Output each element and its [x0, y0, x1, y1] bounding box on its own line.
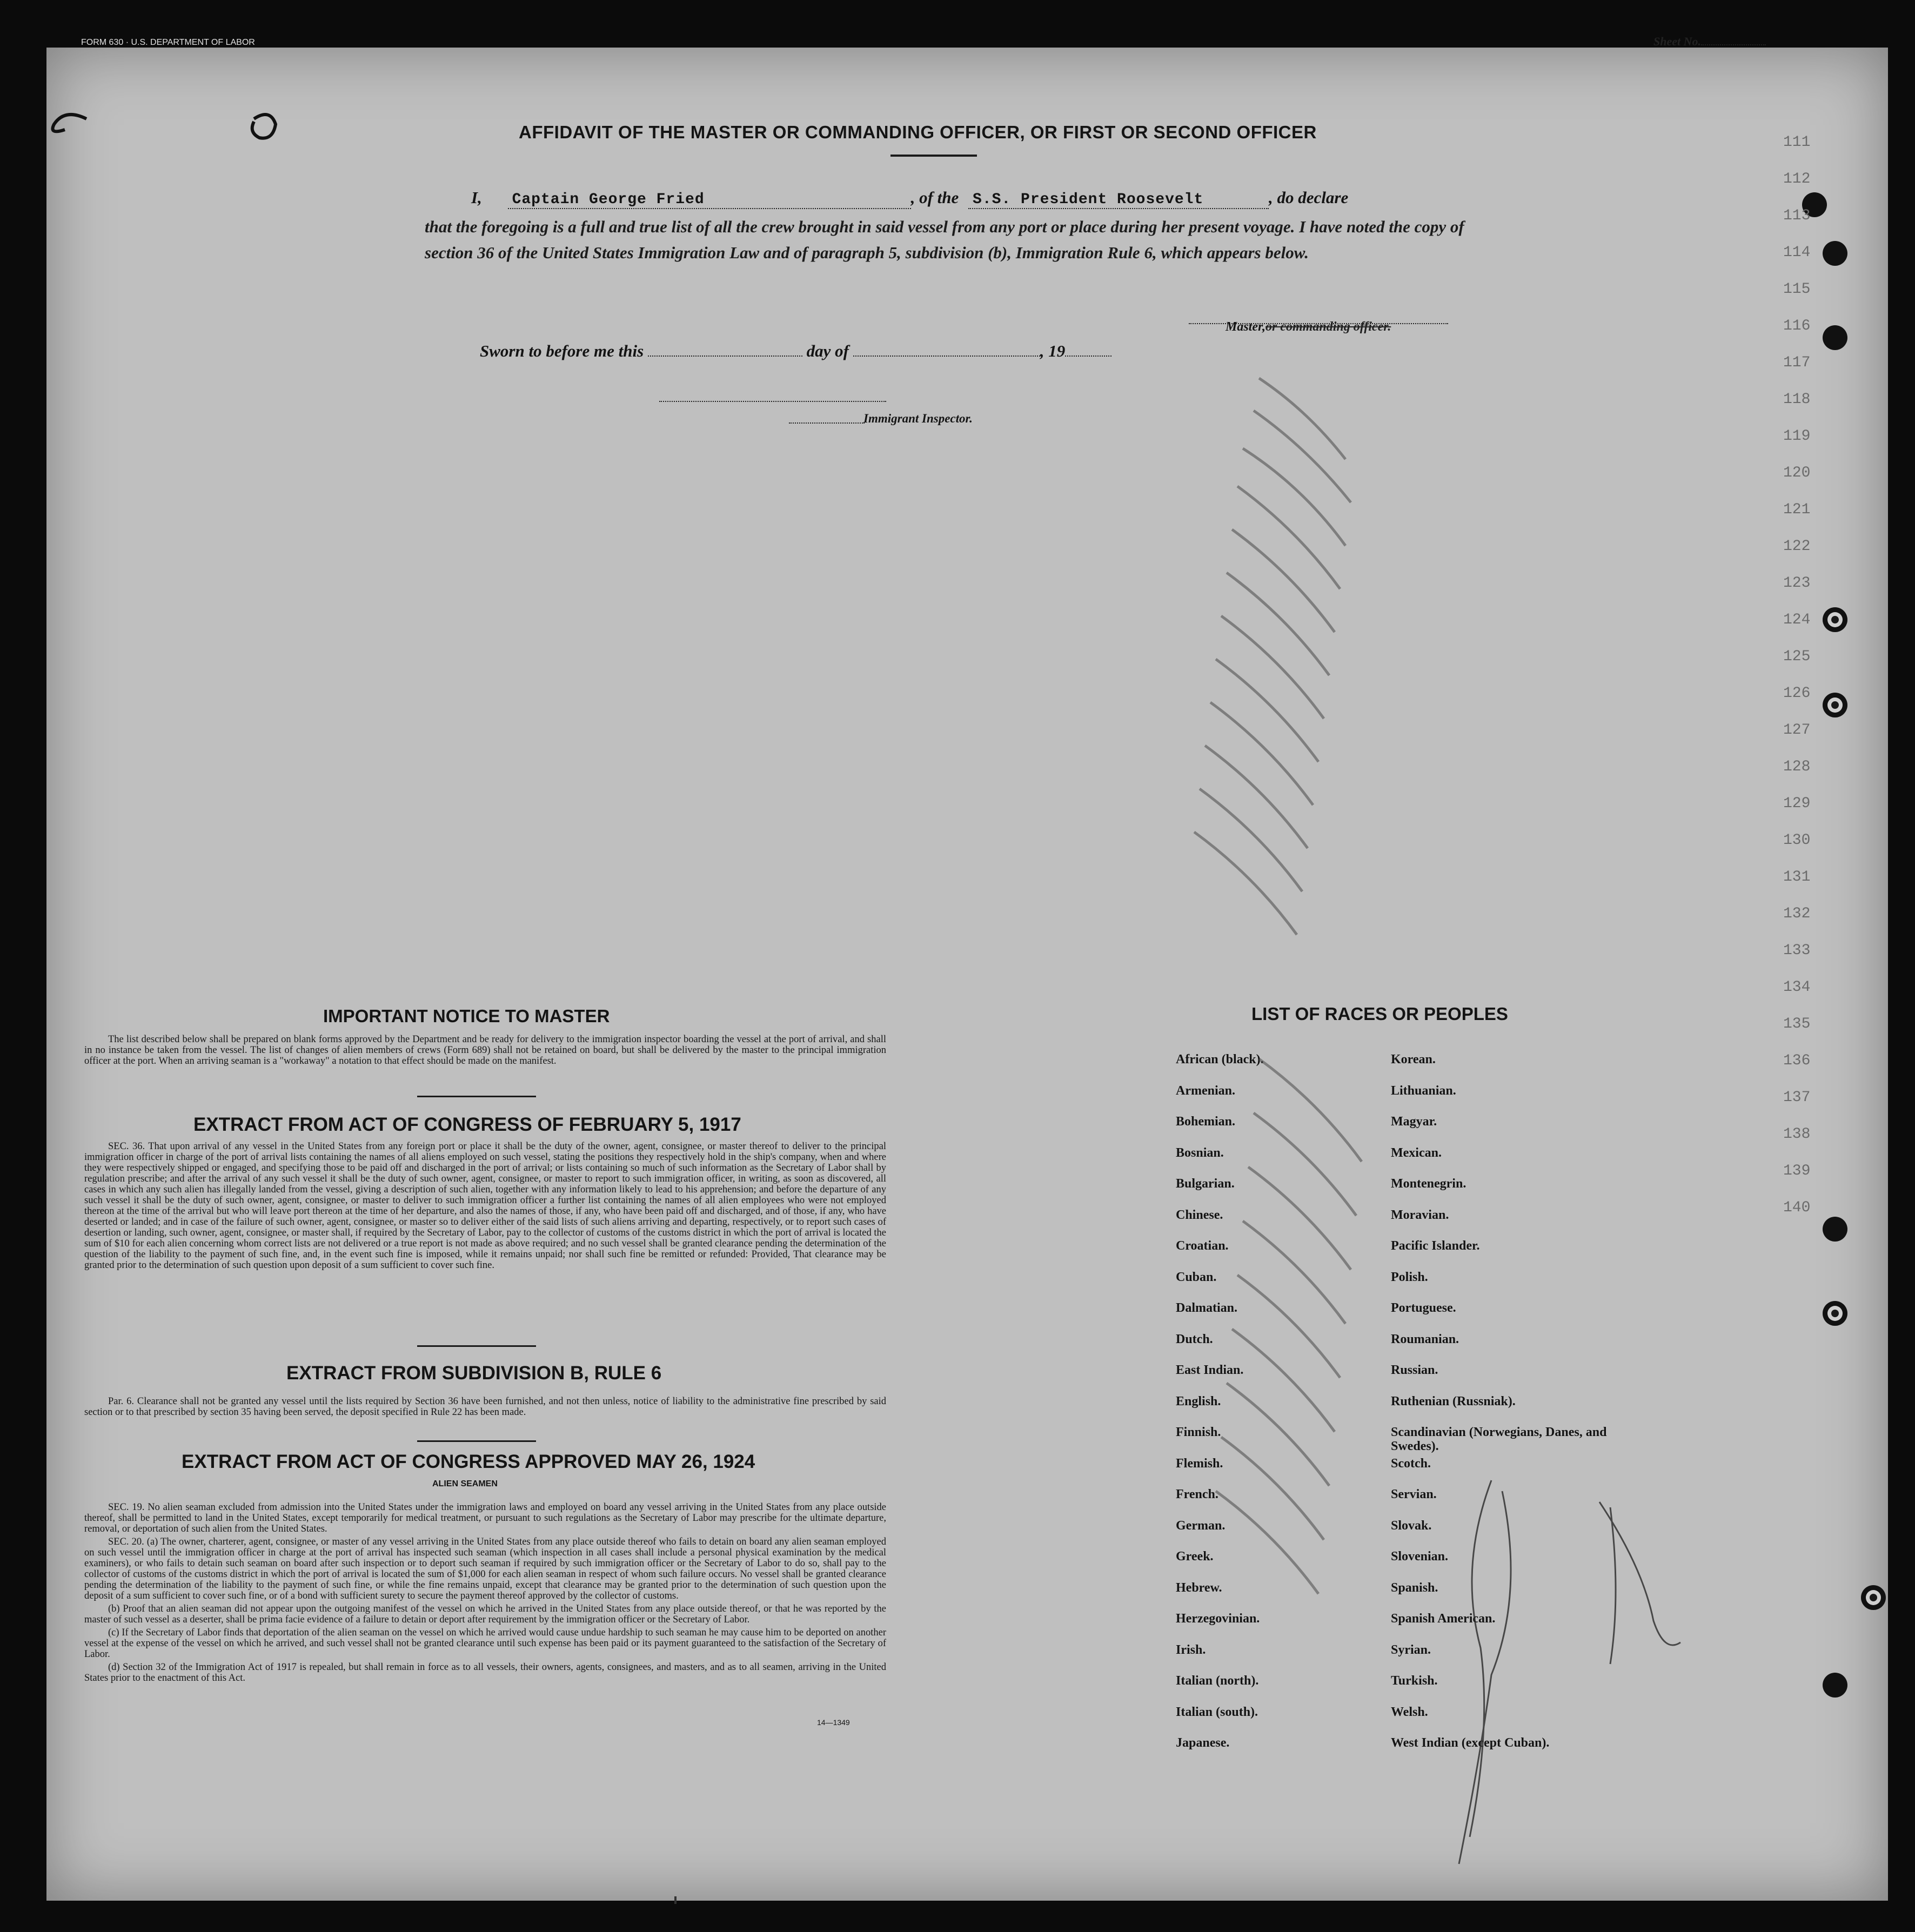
race-item: Cuban. — [1176, 1270, 1217, 1284]
reverse-side-bleed: 111 112 113 114 115 116 117 118 119 120 121 122 123 124 125 126 127 128 129 130 131 132 133 134 135 136 137 138 139 140 — [1783, 134, 1811, 1216]
extract-rule6-title: EXTRACT FROM SUBDIVISION B, RULE 6 — [286, 1363, 662, 1384]
race-item: Polish. — [1391, 1270, 1428, 1284]
race-item: Moravian. — [1391, 1208, 1449, 1222]
race-item: Japanese. — [1176, 1736, 1230, 1750]
extract-1924-text: SEC. 19. No alien seaman excluded from admission into the United States under the immigration laws and employed on board any vessel arriving in the United States from any place outside thereof, shall be permitted to land in the United States, except temporarily for medical treatment, or pursuant to such regulations as the Secretary of Labor may prescribe for the ultimate departure, removal, or deportation of such alien from the United States. SEC. 20. (a) The owner, charterer, agent, consignee, or master of any vessel arriving in the United States from any place outside thereof who fails to detain on board any alien seaman employed on such vessel until the immigration officer in charge at the port of arrival has inspected such seaman (which inspection in all cases shall include a personal physical examination by the medical examiners), or who fails to detain such seaman on board after such inspection or to deport such seaman if required by such immigration officer or the Secretary of Labor to do so, shall pay to the collector of customs of the customs district in which the port of arrival is located the sum of $1,000 for each alien seaman in respect of whom such failure occurs. No vessel shall be granted clearance pending the determination of the liability to the payment of such fine, or while the fine remains unpaid, except that clearance may be granted prior to the determination of such question upon the deposit of a sum sufficient to cover such fine, or of a bond with sufficient surety to secure the payment thereof approved by the collector of customs. (b) Proof that an alien seaman did not appear upon the outgoing manifest of the vessel on which he arrived in the United States from any place outside thereof, or that he was reported by the master of such vessel as a deserter, shall be prima facie evidence of a failure to detain or deport after requirement by the immigration officer or the Secretary of Labor. (c) If the Secretary of Labor finds that deportation of the alien seaman on the vessel on which he arrived would cause undue hardship to such seaman he may cause him to be deported on another vessel at the expense of the vessel on which he arrived, and such vessel shall not be granted clearance until such expense has been paid or its payment guaranteed to the satisfaction of the Secretary of Labor. (d) Section 32 of the Immigration Act of 1917 is repealed, but shall remain in force as to all vessels, their owners, agents, consignees, and masters, and as to all seamen, arriving in the United States prior to the enactment of this Act. — [84, 1502, 886, 1683]
race-item: Servian. — [1391, 1487, 1437, 1501]
race-item: Bosnian. — [1176, 1145, 1224, 1160]
race-item: Scotch. — [1391, 1456, 1431, 1471]
race-item: Herzegovinian. — [1176, 1612, 1260, 1626]
race-item: Portuguese. — [1391, 1301, 1456, 1315]
affidavit-title: AFFIDAVIT OF THE MASTER OR COMMANDING OFFICER, OR FIRST OR SECOND OFFICER — [519, 122, 1317, 142]
race-item: Bulgarian. — [1176, 1177, 1235, 1191]
race-item: French. — [1176, 1487, 1218, 1501]
sworn-line: Sworn to before me this day of , 19 — [480, 341, 1111, 361]
race-item: Flemish. — [1176, 1456, 1223, 1471]
extract-1917-text: SEC. 36. That upon arrival of any vessel in the United States from any foreign port or place it shall be the duty of the owner, agent, consignee, or master thereof to deliver to the principal immigration officer in charge of the port of arrival lists containing the names of all aliens employed on such vessel, stating the positions they respectively hold in the ship's company, when and where they were respectively shipped or engaged, and specifying those to be paid off and discharged in the port of arrival; or lists containing so much of such information as the Secretary of Labor shall by regulation prescribe; and after the arrival of any such vessel it shall be the duty of such owner, agent, consignee, or master to report to such immigration officer, in writing, as soon as discovered, all cases in which any such alien has illegally landed from the vessel, giving a description of such alien, together with any information likely to lead to his apprehension; and before the departure of any such vessel it shall be the duty of such owner, agent, consignee, or master to deliver to such immigration officer a further list containing the names of all alien employees who were not employed thereon at the time of the arrival but who will leave port thereon at the time of her departure, and also the names of those, if any, who have been paid off and discharged, and of those, if any, who have deserted or landed; and in case of the failure of such owner, agent, consignee, or master so to deliver either of the said lists of such aliens arriving and departing, respectively, or to report such cases of desertion or landing, such owner, agent, consignee, or master shall, if required by the Secretary of Labor, pay to the collector of customs of the customs district in which the port of arrival is located the sum of $10 for each alien concerning whom correct lists are not delivered or a true report is not made as above required; and no such vessel shall be granted clearance pending the determination of the question of the liability to the payment of such fine, and, in the event such fine is imposed, while it remains unpaid; nor shall such fine be remitted or refunded: Provided, That clearance may be granted prior to the determination of such question upon deposit of a sum sufficient to cover such fine. — [84, 1141, 886, 1271]
extract-rule6-text: Par. 6. Clearance shall not be granted any vessel until the lists required by Section 36 have been furnished, and not then unless, notice of liability to the administrative fine prescribed by said section or to that prescribed by section 35 having been served, the deposit specified in Rule 22 has been made. — [84, 1396, 886, 1418]
race-item: Finnish. — [1176, 1425, 1221, 1439]
race-item: Magyar. — [1391, 1115, 1437, 1129]
race-item: German. — [1176, 1518, 1226, 1533]
race-item: Croatian. — [1176, 1239, 1229, 1253]
race-item: Italian (south). — [1176, 1705, 1258, 1719]
race-item: Dalmatian. — [1176, 1301, 1237, 1315]
master-name-field: Captain George Fried — [508, 191, 911, 209]
race-item: Welsh. — [1391, 1705, 1428, 1719]
race-item: East Indian. — [1176, 1363, 1244, 1377]
extract-1924-title: EXTRACT FROM ACT OF CONGRESS APPROVED MAY 26, 1924 — [182, 1451, 755, 1472]
race-item: Roumanian. — [1391, 1332, 1459, 1346]
race-item: Pacific Islander. — [1391, 1239, 1480, 1253]
notice-text: The list described below shall be prepared on blank forms approved by the Department and be ready for delivery to the immigration inspector boarding the vessel at the port of arrival, and shall in no instance be taken from the vessel. The list of changes of alien members of crews (Form 689) shall not be retained on board, but shall be delivered by the master to the principal immigration officer at the port. When an arriving seaman is a "workaway" a notation to that effect should be made on the manifest. — [84, 1034, 886, 1066]
inspector-label: Immigrant Inspector. — [863, 412, 973, 425]
race-item: Scandinavian (Norwegians, Danes, and Swedes). — [1391, 1425, 1607, 1453]
race-item: Hebrew. — [1176, 1580, 1222, 1595]
race-item: Spanish American. — [1391, 1612, 1496, 1626]
race-item: Russian. — [1391, 1363, 1438, 1377]
race-item: Turkish. — [1391, 1674, 1438, 1688]
race-item: Greek. — [1176, 1549, 1214, 1564]
races-title: LIST OF RACES OR PEOPLES — [1251, 1004, 1508, 1024]
race-item: Dutch. — [1176, 1332, 1213, 1346]
race-item: Chinese. — [1176, 1208, 1223, 1222]
race-item: Slovenian. — [1391, 1549, 1449, 1564]
declaration-text: that the foregoing is a full and true list of all the crew brought in said vessel from any port or place during her present voyage. I have noted the copy of section 36 of the United States Immigration Law and of paragraph 5, subdivision (b), Immigration Rule 6, which appears below. — [425, 217, 1464, 262]
form-reference-number: 14—1349 — [817, 1718, 850, 1727]
form-label: FORM 630 · U.S. DEPARTMENT OF LABOR — [81, 38, 255, 47]
race-item: Bohemian. — [1176, 1115, 1236, 1129]
race-item: Armenian. — [1176, 1083, 1235, 1098]
race-item: Korean. — [1391, 1052, 1436, 1066]
race-item: West Indian (except Cuban). — [1391, 1736, 1550, 1750]
notice-title: IMPORTANT NOTICE TO MASTER — [323, 1006, 610, 1026]
master-signature-label: Master,or commanding officer. — [1226, 320, 1391, 334]
race-item: Syrian. — [1391, 1642, 1431, 1657]
race-item: Mexican. — [1391, 1145, 1442, 1160]
race-item: English. — [1176, 1394, 1221, 1408]
race-item: Ruthenian (Russniak). — [1391, 1394, 1516, 1408]
race-item: African (black). — [1176, 1052, 1264, 1066]
race-item: Lithuanian. — [1391, 1083, 1456, 1098]
sheet-number-label: Sheet No. — [1653, 35, 1766, 49]
race-item: Italian (north). — [1176, 1674, 1259, 1688]
race-item: Montenegrin. — [1391, 1177, 1467, 1191]
declarant-line: I, Captain George Fried , of the S.S. President Roosevelt , do declare — [471, 188, 1349, 208]
race-item: Spanish. — [1391, 1580, 1438, 1595]
race-item: Irish. — [1176, 1642, 1206, 1657]
extract-1917-title: EXTRACT FROM ACT OF CONGRESS OF FEBRUARY 5, 1917 — [193, 1114, 741, 1135]
race-item: Slovak. — [1391, 1518, 1432, 1533]
extract-1924-subtitle: ALIEN SEAMEN — [432, 1479, 498, 1488]
vessel-name-field: S.S. President Roosevelt — [968, 191, 1269, 209]
